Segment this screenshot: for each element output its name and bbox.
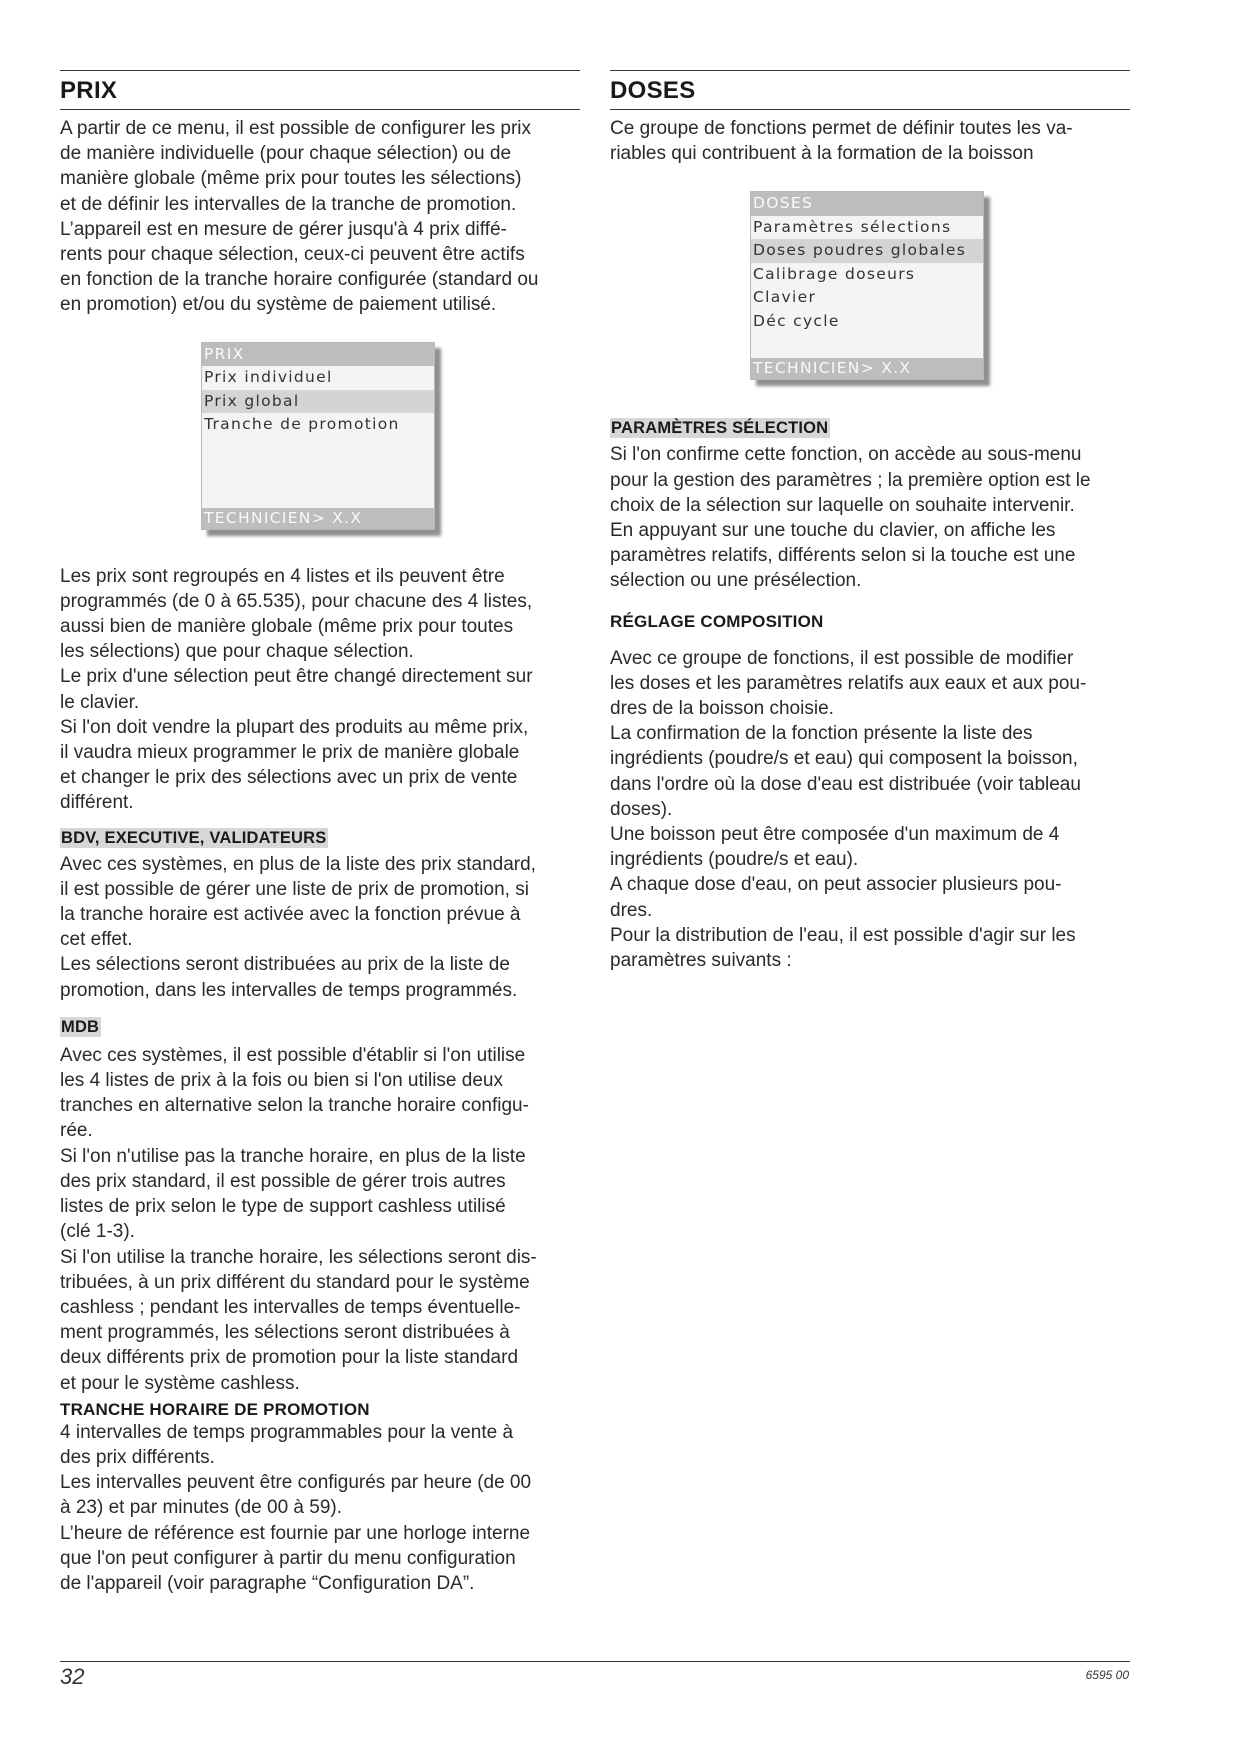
right-column [610, 70, 1130, 973]
prix-menu-item-global[interactable]: Prix global [202, 390, 434, 414]
subheading-bdv: BDV, EXECUTIVE, VALIDATEURS [61, 828, 327, 847]
prix-menu-screen [201, 342, 435, 530]
section-title-doses: DOSES [610, 70, 1130, 110]
prix-menu-item-tranche[interactable]: Tranche de promotion [204, 415, 400, 434]
tranche-para: 4 intervalles de temps programmables pour la vente à des prix différents. Les intervalles peuvent être configurés par heure (de 00 à 23) et par minutes (de 00 à 59). L’heure de référence est fournie par une horloge interne que l'on peut configurer à partir du menu configuration de l'appareil (voir paragraphe “Configuration DA”. [60, 1421, 532, 1594]
subheading-reglage-composition: RÉGLAGE COMPOSITION [610, 611, 824, 631]
prix-menu-item-individuel[interactable]: Prix individuel [204, 368, 333, 387]
doses-menu-item-dec-cycle[interactable]: Déc cycle [753, 311, 840, 330]
mdb-para: Avec ces systèmes, il est possible d'établir si l'on utilise les 4 listes de prix à la fois ou bien si l'on utilise deux tranches en alternative selon la tranche horaire configu- rée. Si l'on n'utilise pas la tranche horaire, en plus de la liste des prix standard, il est possible de gérer trois autres listes de prix selon le type de support cashless utilisé (clé 1-3). Si l'on utilise la tranche horaire, les sélections seront dis- tribuées, à un prix différent du standard pour le système cashless ; pendant les intervalles de temps éventuelle- ment programmés, les sélections seront distribuées à deux différents prix de promotion pour la liste standard et pour le système cashless. [60, 1044, 537, 1394]
document-code: 6595 00 [1085, 1668, 1129, 1682]
subheading-tranche-horaire: TRANCHE HORAIRE DE PROMOTION [60, 1399, 370, 1419]
page-number: 32 [60, 1664, 85, 1689]
prix-intro: A partir de ce menu, il est possible de configurer les prix de manière individuelle (pour chaque sélection) ou de manière globale (même prix pour toutes les sélections) et de définir les intervalles de la tranche de promotion. L’appareil est en mesure de gérer jusqu'à 4 prix diffé- rents pour chaque sélection, ceux-ci peuvent être actifs en fonction de la tranche horaire configurée (standard ou en promotion) et/ou du système de paiement utilisé. [60, 118, 539, 316]
reglage-para: Avec ce groupe de fonctions, il est possible de modifier les doses et les paramètres relatifs aux eaux et aux pou- dres de la boisson choisie. La confirmation de la fonction présente la liste des ingrédients (poudre/s et eau) qui composent la boisson, dans l'ordre où la dose d'eau est distribuée (voir tableau doses). Une boisson peut être composée d'un maximum de 4 ingrédients (poudre/s et eau). A chaque dose d'eau, on peut associer plusieurs pou- dres. Pour la distribution de l'eau, il est possible d'agir sur les paramètres suivants : [610, 647, 1087, 972]
doses-menu-footer: TECHNICIEN> X.X [751, 358, 983, 379]
prix-menu-header: PRIX [202, 343, 434, 367]
left-column [60, 70, 580, 1596]
doses-menu-item-clavier[interactable]: Clavier [753, 288, 817, 307]
subheading-mdb: MDB [61, 1017, 100, 1036]
doses-menu-item-calibrage[interactable]: Calibrage doseurs [753, 264, 916, 283]
doses-intro: Ce groupe de fonctions permet de définir toutes les va- riables qui contribuent à la formation de la boisson [610, 118, 1073, 165]
footer-rule [60, 1661, 1130, 1662]
prix-para-listes: Les prix sont regroupés en 4 listes et ils peuvent être programmés (de 0 à 65.535), pour chacune des 4 listes, aussi bien de manière globale (même prix pour toutes les sélections) que pour chaque sélection. Le prix d'une sélection peut être changé directement sur le clavier. Si l'on doit vendre la plupart des produits au même prix, il vaudra mieux programmer le prix de manière globale et changer le prix des sélections avec un prix de vente différent. [60, 565, 533, 814]
prix-menu-footer: TECHNICIEN> X.X [202, 508, 434, 529]
parametres-para: Si l'on confirme cette fonction, on accède au sous-menu pour la gestion des paramètres ; la première option est le choix de la sélection sur laquelle on souhaite intervenir. En appuyant sur une touche du clavier, on affiche les paramètres relatifs, différents selon si la touche est une sélection ou une présélection. [610, 444, 1091, 592]
bdv-para: Avec ces systèmes, en plus de la liste des prix standard, il est possible de gérer une liste de prix de promotion, si la tranche horaire est activée avec la fonction prévue à cet effet. Les sélections seront distribuées au prix de la liste de promotion, dans les intervalles de temps programmés. [60, 853, 536, 1001]
doses-menu-item-poudres[interactable]: Doses poudres globales [751, 239, 983, 263]
subheading-parametres-selection: PARAMÈTRES SÉLECTION [611, 419, 829, 438]
section-title-prix: PRIX [60, 70, 580, 110]
doses-menu-header: DOSES [751, 192, 983, 216]
doses-menu-screen [750, 191, 984, 380]
doses-menu-item-parametres[interactable]: Paramètres sélections [753, 217, 952, 236]
